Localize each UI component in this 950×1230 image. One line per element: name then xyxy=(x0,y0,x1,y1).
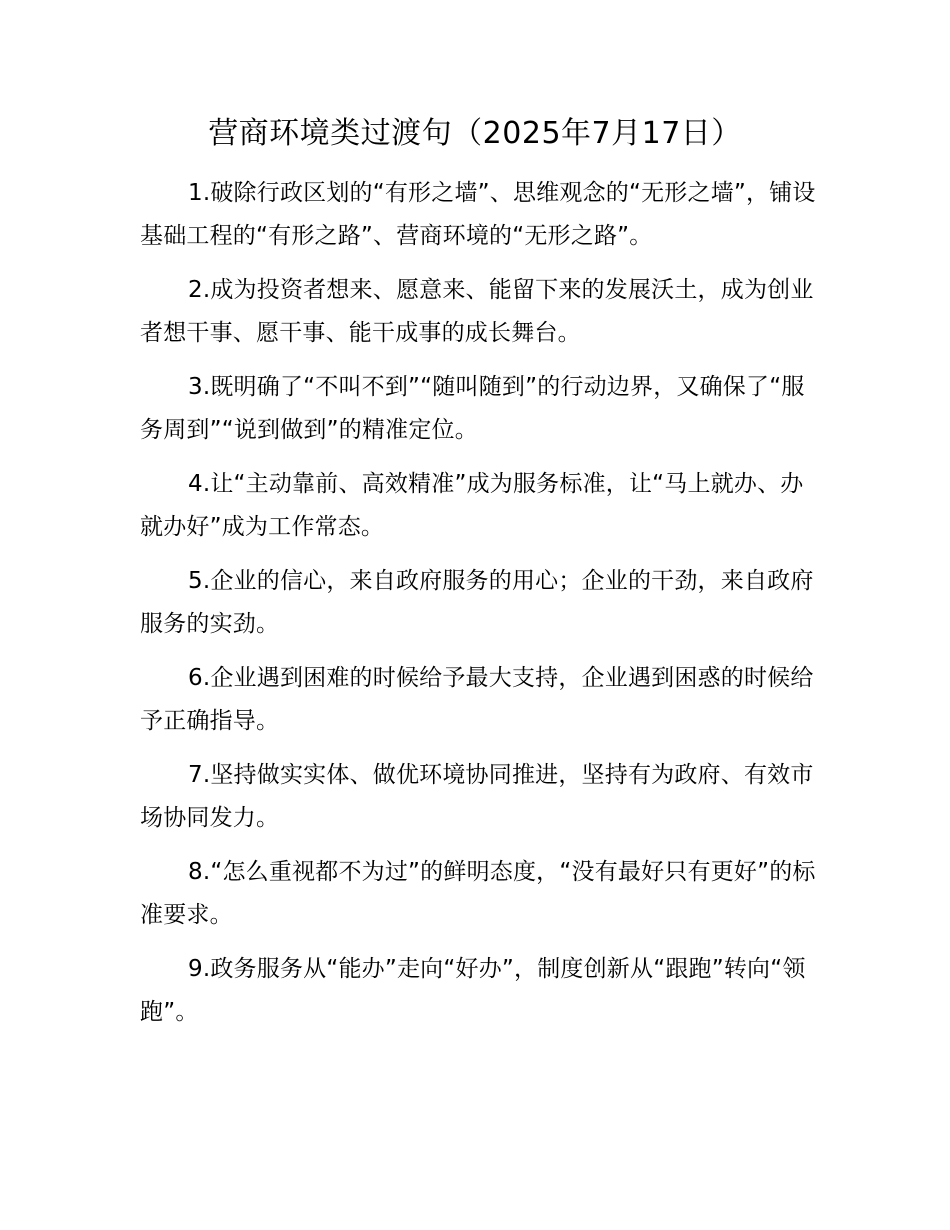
paragraph-2: 2.成为投资者想来、愿意来、能留下来的发展沃土，成为创业者想干事、愿干事、能干成事的成长舞台。 xyxy=(140,277,814,346)
document-body xyxy=(140,172,820,1045)
paragraph-3: 3.既明确了“不叫不到”“随叫随到”的行动边界，又确保了“服务周到”“说到做到”的精准定位。 xyxy=(140,374,805,443)
paragraph-8: 8.“怎么重视都不为过”的鲜明态度，“没有最好只有更好”的标准要求。 xyxy=(140,859,816,928)
paragraph-7: 7.坚持做实实体、做优环境协同推进，坚持有为政府、有效市场协同发力。 xyxy=(140,762,814,831)
paragraph-5: 5.企业的信心，来自政府服务的用心；企业的干劲，来自政府服务的实劲。 xyxy=(140,568,814,637)
paragraph-4: 4.让“主动靠前、高效精准”成为服务标准，让“马上就办、办就办好”成为工作常态。 xyxy=(140,471,804,540)
paragraph-6: 6.企业遇到困难的时候给予最大支持，企业遇到困惑的时候给予正确指导。 xyxy=(140,665,814,734)
paragraph-1: 1.破除行政区划的“有形之墙”、思维观念的“无形之墙”，铺设基础工程的“有形之路”、营商环境的“无形之路”。 xyxy=(140,180,816,249)
paragraph-9: 9.政务服务从“能办”走向“好办”，制度创新从“跟跑”转向“领跑”。 xyxy=(140,956,806,1025)
document-title: 营商环境类过渡句（2025年7月17日） xyxy=(208,116,742,151)
